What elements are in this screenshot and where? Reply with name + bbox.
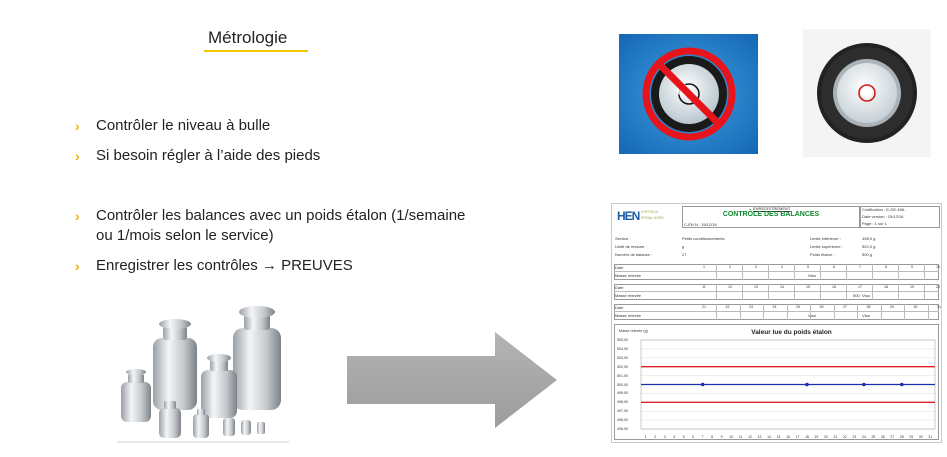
grid-divider — [924, 284, 925, 300]
chevron-right-icon: › — [75, 118, 80, 134]
day-cell: 19 — [910, 285, 914, 289]
chart-data-point — [805, 383, 809, 387]
recorded-mass-value: 500 — [853, 293, 860, 298]
chart-x-tick-label: 28 — [899, 435, 904, 439]
visa-label: Visa — [808, 313, 816, 318]
day-cell: 14 — [780, 285, 784, 289]
chart-y-tick-label: 500,00 — [617, 382, 628, 387]
hospital-logo — [615, 208, 681, 228]
day-cell: 31 — [937, 305, 941, 309]
balance-control-sheet — [611, 203, 942, 443]
chevron-right-icon: › — [75, 208, 80, 224]
service-value: Petits conditionnements — [682, 236, 725, 241]
grid-divider — [742, 284, 743, 300]
day-cell: 16 — [832, 285, 836, 289]
title-underline — [204, 50, 308, 52]
grid-divider — [742, 264, 743, 280]
chart-x-tick-label: 19 — [814, 435, 819, 439]
chart-x-tick-label: 17 — [795, 435, 800, 439]
mass-label: Masse relevée — [615, 293, 642, 298]
day-cell: 6 — [833, 265, 835, 269]
bullet-text: Enregistrer les contrôles → PREUVES — [96, 257, 353, 274]
grid-divider — [716, 264, 717, 280]
day-cell: 15 — [806, 285, 810, 289]
sheet-page: Page : 1 sur 1 — [862, 221, 887, 226]
day-cell: 2 — [729, 265, 731, 269]
date-label: Date — [615, 265, 624, 270]
sheet-title: CONTRÔLE DES BALANCES — [722, 211, 820, 218]
lower-limit-value: 498,0 g — [862, 236, 876, 241]
chart-x-tick-label: 15 — [776, 435, 781, 439]
grid-divider — [898, 264, 899, 280]
unit-value: g — [682, 244, 685, 249]
chevron-right-icon: › — [75, 148, 80, 164]
chart-y-tick-label: 504,00 — [617, 346, 628, 351]
logo-subtext-1: HOPITAUX — [641, 210, 659, 214]
chart-x-tick-label: 5 — [682, 435, 685, 439]
day-cell: 3 — [755, 265, 757, 269]
chart-x-tick-label: 31 — [928, 435, 933, 439]
chart-x-tick-label: 6 — [692, 435, 695, 439]
upper-limit-value: 502,0 g — [862, 244, 876, 249]
grid-divider — [614, 311, 939, 312]
grid-divider — [794, 264, 795, 280]
day-cell: 11 — [702, 285, 706, 289]
day-cell: 10 — [936, 265, 940, 269]
chart-y-tick-label: 502,00 — [617, 364, 628, 369]
day-cell: 5 — [807, 265, 809, 269]
chart-x-tick-label: 18 — [805, 435, 809, 439]
chart-x-tick-label: 22 — [843, 435, 847, 439]
day-cell: 27 — [843, 305, 847, 309]
chart-x-tick-label: 4 — [673, 435, 676, 439]
grid-divider — [872, 284, 873, 300]
chart-y-tick-label: 499,00 — [617, 391, 628, 396]
grid-divider — [794, 284, 795, 300]
chart-x-tick-label: 10 — [729, 435, 733, 439]
chart-x-tick-label: 26 — [880, 435, 885, 439]
reference-weight-chart — [614, 324, 939, 440]
bubble-level-correct-image — [803, 29, 931, 157]
day-cell: 22 — [725, 305, 730, 309]
date-label: Date — [615, 305, 624, 310]
logo-text: HEN — [617, 209, 640, 223]
chart-x-tick-label: 8 — [711, 435, 714, 439]
mass-label: Masse relevée — [615, 273, 642, 278]
grid-divider — [614, 271, 939, 272]
chart-x-tick-label: 23 — [852, 435, 857, 439]
day-cell: 30 — [913, 305, 918, 309]
slide-title: Métrologie — [208, 28, 288, 47]
chart-y-tick-label: 497,00 — [617, 409, 628, 414]
day-cell: 20 — [936, 285, 940, 289]
chart-y-axis-label: Masse relevée (g) — [619, 329, 648, 333]
day-cell: 18 — [884, 285, 888, 289]
date-label: Date — [615, 285, 624, 290]
chart-data-point — [900, 383, 904, 387]
sheet-codification: Codification : E-GE-49A — [862, 207, 905, 212]
chart-x-tick-label: 27 — [890, 435, 895, 439]
grid-divider — [768, 284, 769, 300]
visa-label: Visa — [862, 313, 870, 318]
grid-divider — [846, 284, 847, 300]
bubble-level-incorrect-image — [619, 34, 758, 154]
logo-subtext-2: EPINAL NORD — [641, 216, 664, 220]
unit-label: Unité de mesure : — [615, 244, 647, 249]
visa-label: Visa — [862, 293, 870, 298]
chart-y-tick-label: 495,00 — [617, 427, 628, 431]
arrow-right-icon — [345, 330, 560, 430]
chart-y-tick-label: 496,00 — [617, 418, 628, 423]
chart-x-tick-label: 14 — [767, 435, 771, 439]
reference-weight-label: Poids étalon : — [810, 252, 835, 257]
chart-x-tick-label: 21 — [833, 435, 838, 439]
sheet-version: Date version : 15/12/16 — [862, 214, 904, 219]
reference-weight-value: 500 g — [862, 252, 873, 257]
grid-divider — [924, 264, 925, 280]
chart-x-tick-label: 9 — [720, 435, 723, 439]
grid-divider — [614, 291, 939, 292]
chart-x-tick-label: 3 — [663, 435, 666, 439]
service-label: Service : — [615, 236, 631, 241]
bullet-text: Contrôler le niveau à bulle — [96, 117, 271, 134]
bullet-text: Si besoin régler à l’aide des pieds — [96, 147, 321, 164]
grid-divider — [820, 284, 821, 300]
balance-number-value: 27 — [682, 252, 687, 257]
bullet-text-continuation: ou 1/mois selon le service) — [96, 227, 274, 244]
day-cell: 4 — [781, 265, 783, 269]
chart-data-point — [701, 383, 705, 387]
chart-plot — [615, 325, 938, 439]
chevron-right-icon: › — [75, 258, 80, 274]
grid-divider — [872, 264, 873, 280]
mass-label: Masse relevée — [615, 313, 642, 318]
visa-label: Visa — [808, 273, 816, 278]
sheet-ref: C-EN N : 15/12/16 — [684, 222, 717, 227]
day-cell: 21 — [702, 305, 706, 309]
day-cell: 8 — [885, 265, 887, 269]
chart-x-tick-label: 24 — [861, 435, 866, 439]
grid-divider — [846, 264, 847, 280]
chart-x-tick-label: 30 — [918, 435, 923, 439]
chart-y-tick-label: 505,00 — [617, 338, 628, 342]
balance-number-label: Numéro de balance : — [615, 252, 653, 257]
chart-y-tick-label: 503,00 — [617, 355, 628, 360]
calibration-weights-image — [117, 300, 289, 445]
day-cell: 26 — [819, 305, 824, 309]
chart-x-tick-label: 29 — [909, 435, 914, 439]
chart-x-tick-label: 7 — [701, 435, 704, 439]
grid-divider — [768, 264, 769, 280]
chart-data-point — [862, 383, 866, 387]
sheet-header-top: ENREGISTREMENT — [753, 206, 791, 211]
chart-x-tick-label: 12 — [748, 435, 752, 439]
day-cell: 23 — [749, 305, 753, 309]
grid-divider — [820, 264, 821, 280]
day-cell: 17 — [858, 285, 862, 289]
chart-x-tick-label: 1 — [644, 435, 647, 439]
day-cell: 1 — [703, 265, 705, 269]
day-cell: 13 — [754, 285, 758, 289]
chart-x-tick-label: 20 — [824, 435, 828, 439]
upper-limit-label: Limite supérieure : — [810, 244, 843, 249]
day-cell: 28 — [866, 305, 871, 309]
chart-title: Valeur lue du poids étalon — [751, 329, 832, 336]
chart-x-tick-label: 16 — [786, 435, 790, 439]
day-cell: 24 — [772, 305, 777, 309]
chart-y-tick-label: 498,00 — [617, 400, 628, 405]
day-cell: 12 — [728, 285, 732, 289]
lower-limit-label: Limite inférieure : — [810, 236, 841, 241]
day-cell: 29 — [890, 305, 894, 309]
chart-x-tick-label: 25 — [871, 435, 876, 439]
chart-x-tick-label: 2 — [654, 435, 657, 439]
bullet-text: Contrôler les balances avec un poids étalon (1/semaine — [96, 207, 466, 224]
chart-x-tick-label: 11 — [738, 435, 743, 439]
grid-divider — [716, 284, 717, 300]
chart-y-tick-label: 501,00 — [617, 373, 628, 378]
day-cell: 25 — [796, 305, 800, 309]
day-cell: 7 — [859, 265, 861, 269]
day-cell: 9 — [911, 265, 913, 269]
grid-divider — [898, 284, 899, 300]
chart-x-tick-label: 13 — [757, 435, 762, 439]
